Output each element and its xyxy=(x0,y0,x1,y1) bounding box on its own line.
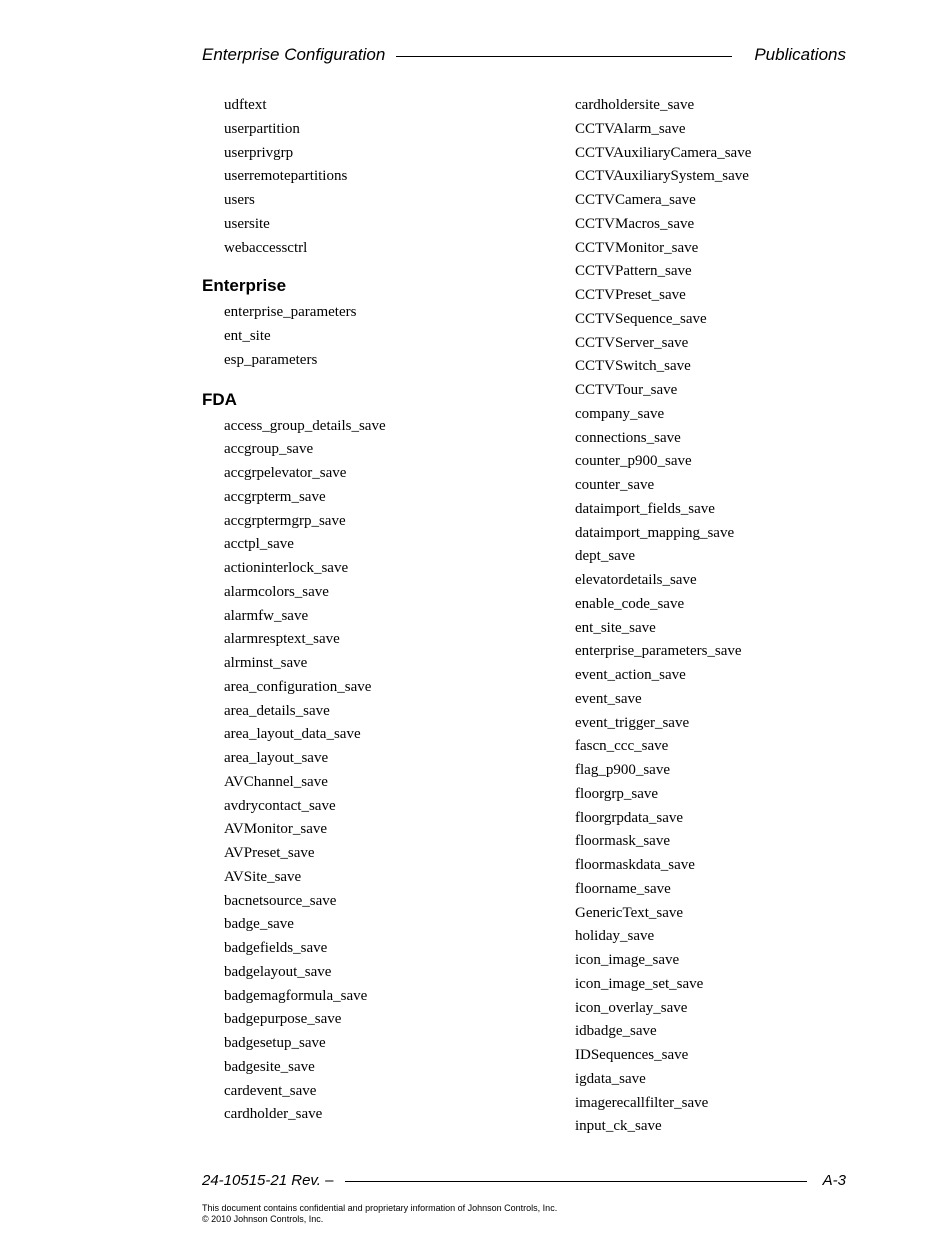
list-item: CCTVAuxiliarySystem_save xyxy=(575,168,749,185)
group-heading-enterprise: Enterprise xyxy=(202,276,287,296)
list-item: idbadge_save xyxy=(575,1023,657,1040)
page-header xyxy=(202,43,846,67)
list-item: area_layout_data_save xyxy=(224,726,361,743)
list-item: actioninterlock_save xyxy=(224,560,349,576)
list-item: accgrptermgrp_save xyxy=(224,512,346,529)
list-item: AVPreset_save xyxy=(224,845,315,861)
confidential-notice: This document contains confidential and proprietary information of Johnson Controls, Inc. xyxy=(202,1203,558,1213)
list-item: IDSequences_save xyxy=(575,1047,689,1063)
list-item: event_trigger_save xyxy=(575,714,690,731)
list-item: floorgrp_save xyxy=(575,785,659,802)
list-item: dataimport_fields_save xyxy=(575,500,715,517)
list-item: floormask_save xyxy=(575,833,670,850)
list-item: webaccessctrl xyxy=(224,239,308,256)
list-item: accgrpelevator_save xyxy=(224,465,347,481)
list-item: floorname_save xyxy=(575,880,671,897)
list-item: access_group_details_save xyxy=(224,417,386,434)
list-item: CCTVAuxiliaryCamera_save xyxy=(575,144,752,161)
list-item: users xyxy=(224,192,255,208)
list-item: event_action_save xyxy=(575,667,686,683)
list-item: badgesite_save xyxy=(224,1058,315,1075)
list-item: CCTVSwitch_save xyxy=(575,358,691,375)
list-item: CCTVMacros_save xyxy=(575,215,695,232)
continued-list xyxy=(224,94,554,260)
list-item: alrminst_save xyxy=(224,655,308,671)
list-item: igdata_save xyxy=(575,1070,646,1087)
list-item: input_ck_save xyxy=(575,1118,662,1135)
list-item: AVMonitor_save xyxy=(224,821,328,838)
list-item: area_details_save xyxy=(224,702,330,719)
list-item: dataimport_mapping_save xyxy=(575,524,735,541)
footer-rule xyxy=(345,1181,806,1182)
list-item: imagerecallfilter_save xyxy=(575,1094,709,1111)
list-item: acctpl_save xyxy=(224,536,294,553)
list-item: alarmresptext_save xyxy=(224,631,340,648)
list-item: CCTVPreset_save xyxy=(575,287,686,303)
group-heading-fda: FDA xyxy=(202,389,237,409)
page-number: A-3 xyxy=(822,1171,846,1189)
list-item: AVSite_save xyxy=(224,868,302,885)
list-item: alarmcolors_save xyxy=(224,583,329,600)
list-item: badgelayout_save xyxy=(224,963,332,980)
list-item: CCTVAlarm_save xyxy=(575,120,686,137)
list-item: company_save xyxy=(575,405,665,422)
list-item: CCTVSequence_save xyxy=(575,310,707,327)
list-item: accgroup_save xyxy=(224,441,314,458)
list-item: floorgrpdata_save xyxy=(575,809,684,826)
list-item: counter_p900_save xyxy=(575,453,692,470)
list-item: accgrpterm_save xyxy=(224,488,326,505)
fda-list xyxy=(224,415,554,1128)
doc-number: 24-10515-21 Rev. – xyxy=(202,1171,334,1189)
list-item: cardholdersite_save xyxy=(575,97,695,113)
list-item: avdrycontact_save xyxy=(224,797,336,814)
list-item: counter_save xyxy=(575,477,655,493)
list-item: CCTVServer_save xyxy=(575,334,689,351)
page-footer xyxy=(202,1169,846,1191)
list-item: CCTVMonitor_save xyxy=(575,239,699,256)
list-item: CCTVCamera_save xyxy=(575,192,696,208)
list-item: floormaskdata_save xyxy=(575,857,695,873)
list-item: enterprise_parameters_save xyxy=(575,643,742,660)
list-item: ent_site_save xyxy=(575,619,656,636)
list-item: fascn_ccc_save xyxy=(575,738,669,755)
left-column xyxy=(202,94,554,1127)
list-item: bacnetsource_save xyxy=(224,892,337,909)
header-rule xyxy=(396,56,732,57)
list-item: icon_image_set_save xyxy=(575,975,704,992)
list-item: flag_p900_save xyxy=(575,762,670,778)
list-item: badge_save xyxy=(224,916,294,933)
list-item: icon_overlay_save xyxy=(575,999,688,1016)
list-item: alarmfw_save xyxy=(224,607,309,624)
list-item: badgefields_save xyxy=(224,940,328,956)
list-item: CCTVTour_save xyxy=(575,382,678,398)
right-column xyxy=(575,94,875,1139)
list-item: userprivgrp xyxy=(224,144,294,161)
list-item: usersite xyxy=(224,215,270,232)
list-item: badgemagformula_save xyxy=(224,987,368,1004)
list-item: enterprise_parameters xyxy=(224,304,357,321)
list-item: enable_code_save xyxy=(575,595,685,612)
list-item: esp_parameters xyxy=(224,351,318,368)
list-item: connections_save xyxy=(575,429,681,446)
list-item: area_layout_save xyxy=(224,750,329,766)
header-title: Enterprise Configuration xyxy=(202,45,386,64)
copyright: © 2010 Johnson Controls, Inc. xyxy=(202,1214,324,1224)
list-item: dept_save xyxy=(575,548,635,565)
list-item: ent_site xyxy=(224,328,271,344)
list-item: event_save xyxy=(575,690,642,707)
list-item: elevatordetails_save xyxy=(575,572,697,588)
list-item: userremotepartitions xyxy=(224,168,348,185)
list-item: cardevent_save xyxy=(224,1082,317,1099)
header-section: Publications xyxy=(754,45,846,64)
list-item: GenericText_save xyxy=(575,904,684,921)
list-item: icon_image_save xyxy=(575,952,680,968)
list-item: udftext xyxy=(224,97,267,113)
list-item: badgepurpose_save xyxy=(224,1011,342,1028)
list-item: userpartition xyxy=(224,120,300,137)
list-item: CCTVPattern_save xyxy=(575,263,692,280)
enterprise-list xyxy=(224,301,554,372)
list-item: badgesetup_save xyxy=(224,1035,326,1051)
list-item: AVChannel_save xyxy=(224,773,328,790)
legal-notice xyxy=(202,1203,557,1225)
list-item: cardholder_save xyxy=(224,1106,323,1123)
list-item: holiday_save xyxy=(575,928,655,945)
list-item: area_configuration_save xyxy=(224,678,372,695)
